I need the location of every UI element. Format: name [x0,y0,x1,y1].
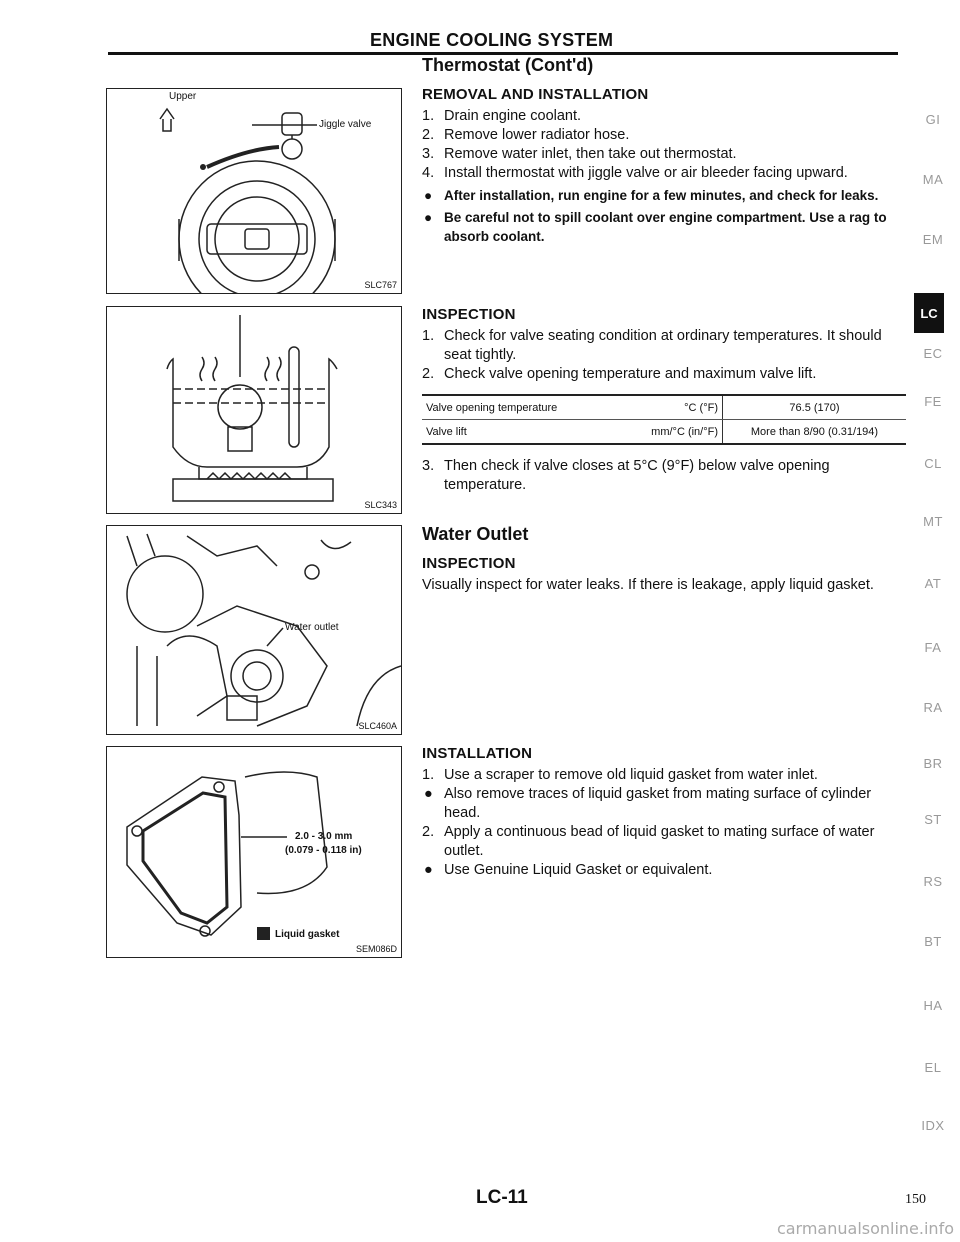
side-tab-fe[interactable]: FE [924,394,942,409]
removal-installation [422,86,907,246]
list-item: ● Use Genuine Liquid Gasket or equivalent. [424,862,713,878]
side-tab-ra[interactable]: RA [923,700,943,715]
water-bath-drawing [107,307,401,513]
side-tab-mt[interactable]: MT [923,514,943,529]
water-outlet-section [422,524,907,595]
water-outlet-installation [422,745,907,880]
side-tab-gi[interactable]: GI [925,112,941,127]
watermark: carmanualsonline.info [776,1219,954,1238]
list-item: 1. Drain engine coolant. [422,108,582,124]
side-tab-ec[interactable]: EC [923,346,943,361]
figure-code: SLC460A [358,721,397,731]
list-item: 2. Remove lower radiator hose. [422,127,630,143]
note-item: ● After installation, run engine for a few minutes, and check for leaks. [424,188,879,203]
side-tab-st[interactable]: ST [924,812,942,827]
side-tab-fa[interactable]: FA [924,640,942,655]
side-tab-ha[interactable]: HA [923,998,943,1013]
figure-liquid-gasket [106,746,402,958]
heading-inspection: INSPECTION [422,555,516,572]
figure-label-water-outlet: Water outlet [285,622,339,633]
list-item: 4. Install thermostat with jiggle valve or air bleeder facing upward. [422,165,848,181]
heading-removal-installation: REMOVAL AND INSTALLATION [422,86,649,103]
side-tab-ma[interactable]: MA [922,172,944,187]
figure-label-liquid-gasket: Liquid gasket [275,929,340,940]
figure-thermostat-water-bath [106,306,402,514]
section-page-number: LC-11 [476,1187,528,1208]
table-row [422,420,906,445]
heading-installation: INSTALLATION [422,745,533,762]
list-item: 1. Check for valve seating condition at ordinary temperatures. It should seat tightly. [422,328,882,363]
figure-label-jiggle-valve: Jiggle valve [319,119,372,130]
figure-code: SLC767 [364,280,397,290]
water-outlet-inspection-text: Visually inspect for water leaks. If there is leakage, apply liquid gasket. [422,577,874,593]
thermostat-drawing [107,89,401,293]
gasket-drawing [107,747,401,957]
list-item: 2. Check valve opening temperature and maximum valve lift. [422,366,817,382]
figure-label-upper: Upper [169,91,197,102]
figure-label-gap-inches: (0.079 - 0.118 in) [285,845,362,856]
table-row [422,395,906,420]
table-cell-label: Valve lift [422,420,629,445]
side-tab-el[interactable]: EL [924,1060,942,1075]
figure-label-gap: 2.0 - 3.0 mm [295,831,353,842]
list-item: 2. Apply a continuous bead of liquid gasket to mating surface of water outlet. [422,824,875,859]
engine-drawing [107,526,401,734]
side-tab-lc-active[interactable]: LC [914,293,944,333]
table-cell-unit: °C (°F) [629,395,723,420]
table-cell-unit: mm/°C (in/°F) [629,420,723,445]
valve-spec-table [422,394,906,445]
page-number: 150 [905,1192,926,1207]
table-cell-value: More than 8/90 (0.31/194) [723,420,907,445]
side-tab-at[interactable]: AT [924,576,942,591]
table-cell-value: 76.5 (170) [723,395,907,420]
figure-code: SEM086D [355,944,397,954]
page-header-title: ENGINE COOLING SYSTEM [370,30,614,50]
note-item: ● Be careful not to spill coolant over engine compartment. Use a rag to absorb coolant. [424,210,887,244]
side-tab-idx[interactable]: IDX [921,1118,945,1133]
table-cell-label: Valve opening temperature [422,395,629,420]
figure-code: SLC343 [364,500,397,510]
thermostat-section-title [422,55,907,76]
list-item: 3. Remove water inlet, then take out thermostat. [422,146,737,162]
side-tab-em[interactable]: EM [922,232,944,247]
figure-thermostat-jiggle-valve [106,88,402,294]
section-title-thermostat: Thermostat (Cont'd) [422,55,594,75]
thermostat-inspection [422,306,907,495]
side-tab-rs[interactable]: RS [923,874,943,889]
heading-inspection: INSPECTION [422,306,516,323]
list-item: ● Also remove traces of liquid gasket from mating surface of cylinder head. [424,786,872,821]
side-tab-bt[interactable]: BT [924,934,942,949]
side-tab-cl[interactable]: CL [924,456,942,471]
list-item: 3. Then check if valve closes at 5°C (9°F) below valve opening temperature. [422,458,830,493]
side-tab-br[interactable]: BR [923,756,943,771]
figure-water-outlet-location [106,525,402,735]
list-item: 1. Use a scraper to remove old liquid gasket from water inlet. [422,767,818,783]
section-title-water-outlet: Water Outlet [422,524,529,544]
